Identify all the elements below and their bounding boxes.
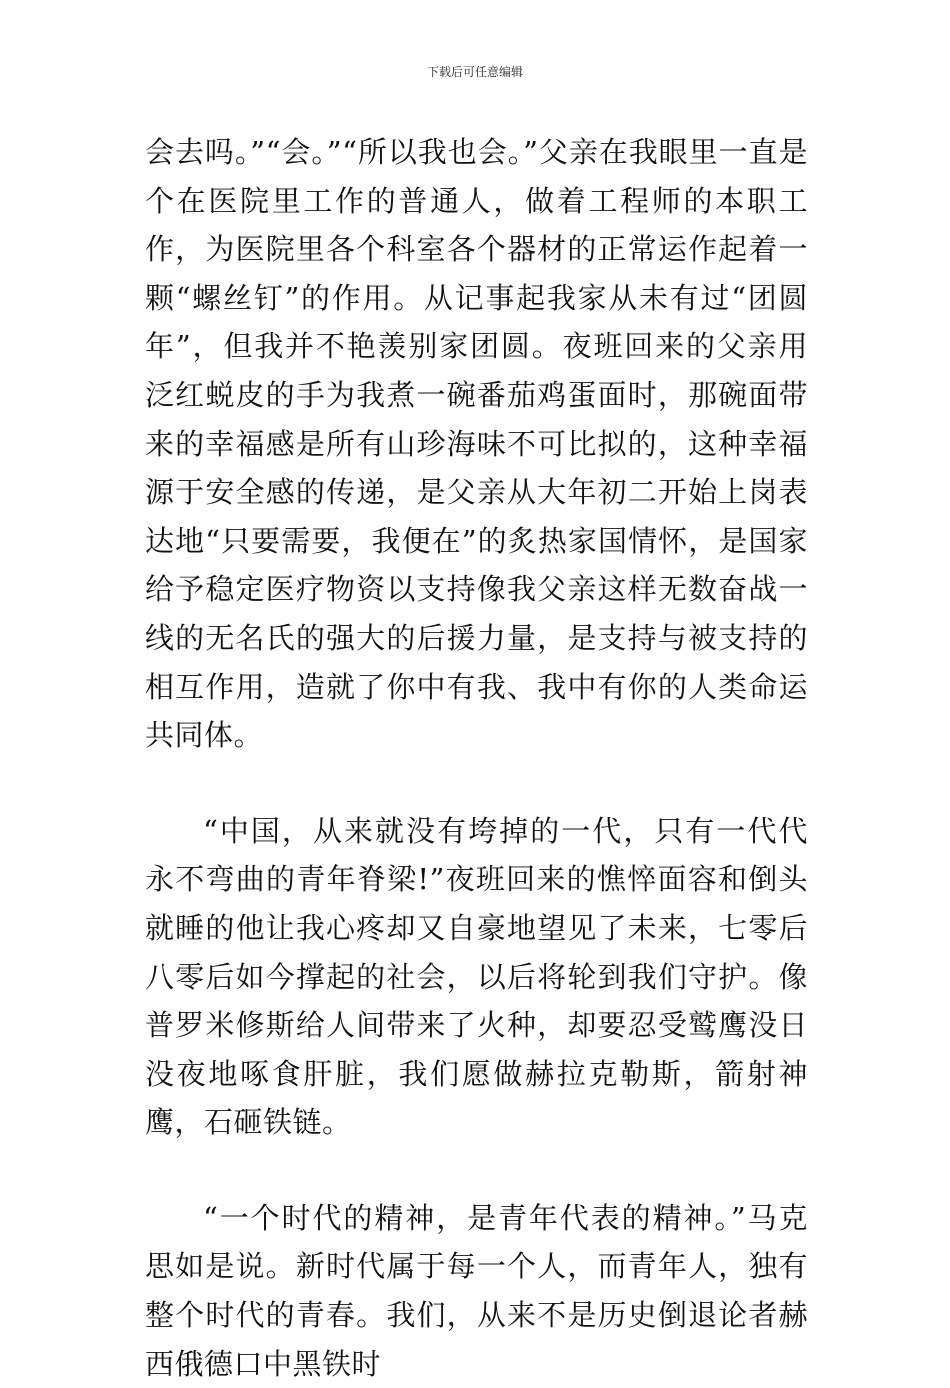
document-body — [145, 128, 808, 1388]
paragraph-2: “中国，从来就没有垮掉的一代，只有一代代永不弯曲的青年脊梁!”夜班回来的憔悴面容和倒头就睡的他让我心疼却又自豪地望见了未来，七零后八零后如今撑起的社会，以后将轮到我们守护。像普罗米修斯给人间带来了火种，却要忍受鹫鹰没日没夜地啄食肝脏，我们愿做赫拉克勒斯，箭射神鹰，石砸铁链。 — [145, 813, 808, 1140]
header-note: 下载后可任意编辑 — [426, 65, 523, 79]
paragraph-1: 会去吗。”“会。”“所以我也会。”父亲在我眼里一直是个在医院里工作的普通人，做着工程师的本职工作，为医院里各个科室各个器材的正常运作起着一颗“螺丝钉”的作用。从记事起我家从未有过“团圆年”，但我并不艳羡别家团圆。夜班回来的父亲用泛红蜕皮的手为我煮一碗番茄鸡蛋面时，那碗面带来的幸福感是所有山珍海味不可比拟的，这种幸福源于安全感的传递，是父亲从大年初二开始上岗表达地“只要需要，我便在”的炙热家国情怀，是国家给予稳定医疗物资以支持像我父亲这样无数奋战一线的无名氏的强大的后援力量，是支持与被支持的相互作用，造就了你中有我、我中有你的人类命运共同体。 — [145, 135, 808, 753]
paragraph-3: “一个时代的精神，是青年代表的精神。”马克思如是说。新时代属于每一个人，而青年人，独有整个时代的青春。我们，从来不是历史倒退论者赫西俄德口中黑铁时 — [145, 1200, 808, 1381]
